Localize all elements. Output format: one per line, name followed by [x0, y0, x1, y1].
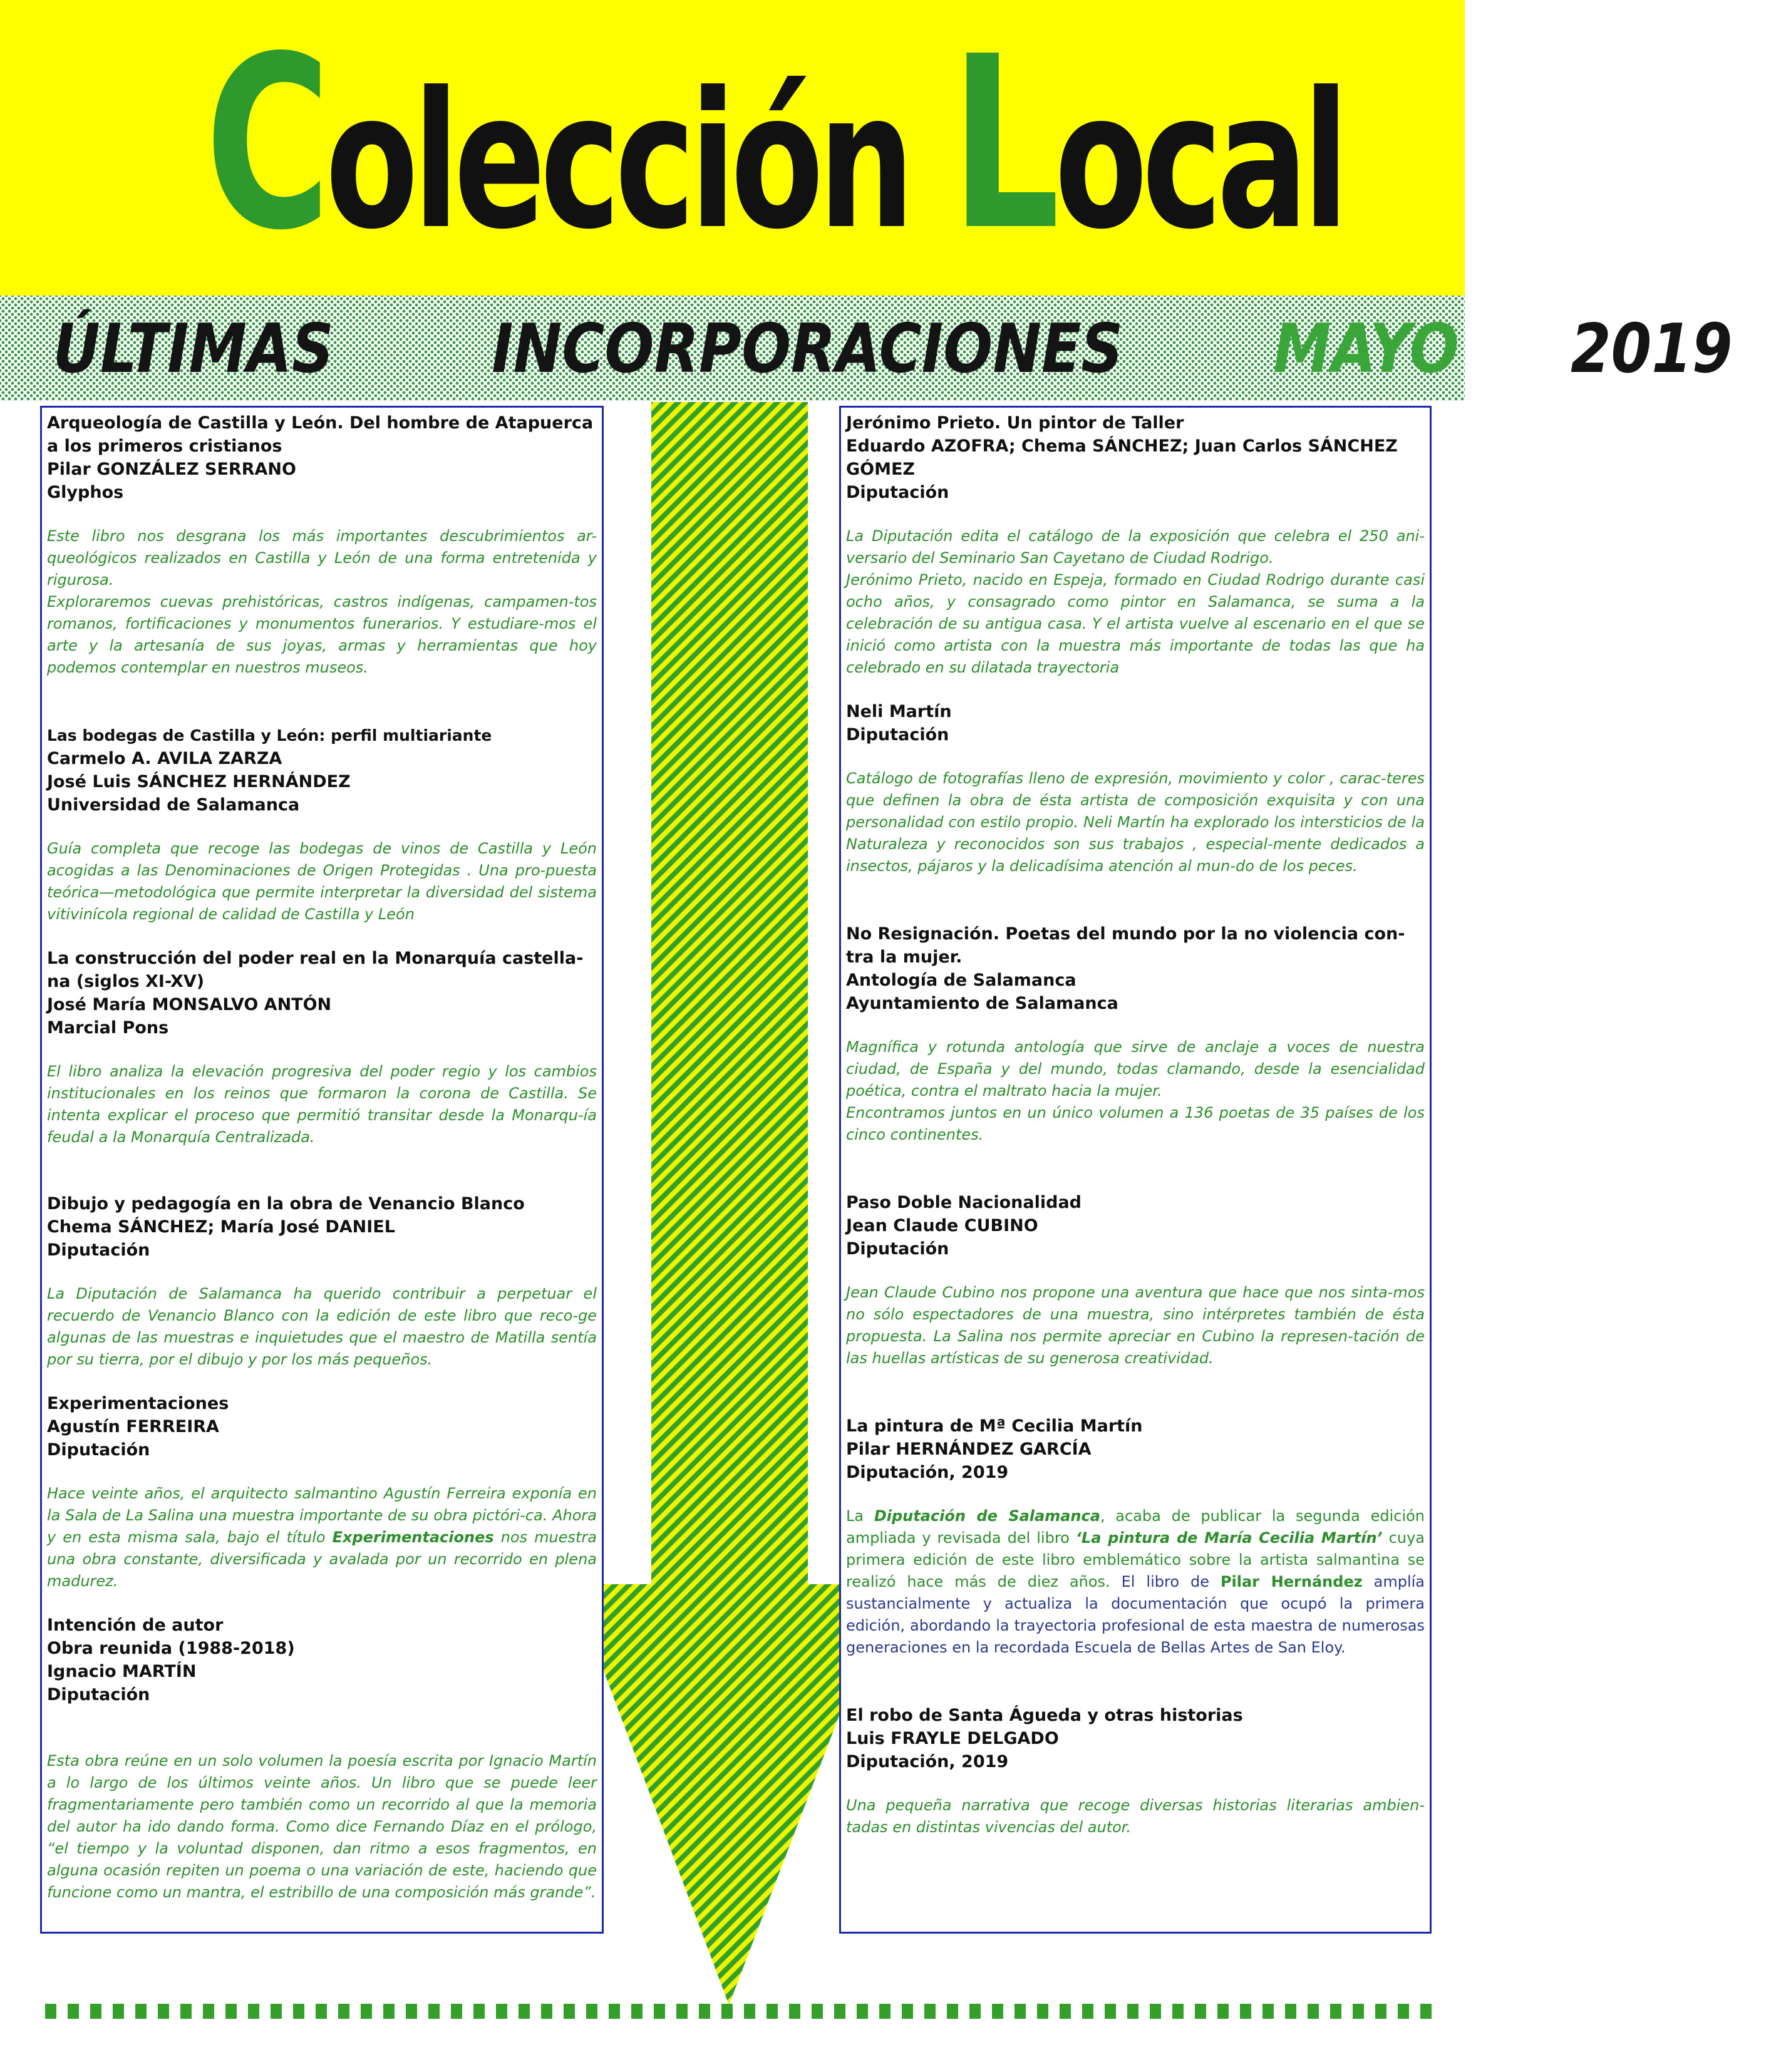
- book-description: El libro analiza la elevación progresiva del poder regio y los cambios institucionales en los reinos que formaron la corona de Castilla. Se intenta explicar el proceso que permitió transitar desde la Monarqu-ía feudal a la Monarquía Centralizada.: [47, 1063, 597, 1146]
- book-description: Catálogo de fotografías lleno de expresión, movimiento y color , carac-teres que definen la obra de ésta artista de composición exquisita y con una personalidad con estilo propio. Neli Martín ha explorado los intersticios de la Naturaleza y reconocidos son sus trabajos , especial-mente dedicados a insectos, pájaros y la delicadísima atención al mun-do de los peces.: [846, 770, 1425, 875]
- book-publisher: Diputación: [846, 725, 949, 745]
- description-paragraph: La Diputación edita el catálogo de la exposición que celebra el 250 ani-versario del Seminario San Cayetano de Ciudad Rodrigo.: [846, 527, 1425, 567]
- book-description: Esta obra reúne en un solo volumen la poesía escrita por Ignacio Martín a lo largo de los últimos veinte años. Un libro que se puede leer fragmentariamente pero también como un recorrido al que la memoria del autor ha ido dando forma. Como dice Fernando Díaz en el prólogo, “el tiempo y la voluntad disponen, dan ritmo a esos fragmentos, en alguna ocasión repiten un poema o una variación de este, haciendo que funcione como un mantra, el estribillo de una composición más grande”.: [47, 1752, 597, 1901]
- book-author: Chema SÁNCHEZ; María José DANIEL: [47, 1217, 395, 1237]
- book-author: Agustín FERREIRA: [47, 1417, 219, 1436]
- description-text: , acaba de publicar la segunda edición ampliada y revisada del libro: [846, 1507, 1425, 1547]
- book-title: La pintura de Mª Cecilia Martín: [846, 1416, 1143, 1436]
- description-paragraph: Exploraremos cuevas prehistóricas, castros indígenas, campamen-tos romanos, fortificaciones y monumentos funerarios. Y estudiare-mos el arte y la artesanía de sus joyas, armas y herramientas que hoy podemos contemplar en nuestros museos.: [47, 593, 597, 676]
- book-author: Luis FRAYLE DELGADO: [846, 1729, 1059, 1748]
- book-publisher: Diputación: [47, 1685, 150, 1704]
- book-title: Dibujo y pedagogía en la obra de Venancio Blanco: [47, 1194, 525, 1214]
- book-publisher: Universidad de Salamanca: [47, 795, 300, 815]
- book-publisher: Diputación, 2019: [846, 1463, 1009, 1482]
- subtitle-word-1: ÚLTIMAS: [53, 310, 334, 388]
- book-publisher: Ayuntamiento de Salamanca: [846, 994, 1118, 1013]
- book-subtitle: Antología de Salamanca: [846, 971, 1076, 990]
- subtitle-year: 2019: [1571, 310, 1733, 388]
- title-initial-l: L: [951, 5, 1055, 282]
- book-title: Arqueología de Castilla y León. Del hombre de Atapuerca a los primeros cristianos: [47, 413, 594, 456]
- description-text: amplía sustancialmente y actualiza la documentación que ocupó la primera edición, abordando la trayectoria profesional de esta maestra de numerosas generaciones en la recordada Escuela de Bellas Artes de San Eloy.: [846, 1573, 1425, 1656]
- description-text: El libro de: [1121, 1573, 1221, 1590]
- title-part-2: ocal: [1054, 52, 1344, 271]
- book-author: Neli Martín: [846, 702, 952, 721]
- book-publisher: Diputación: [47, 1240, 150, 1260]
- book-description: Guía completa que recoge las bodegas de vinos de Castilla y León acogidas a las Denominaciones de Origen Protegidas . Una pro-puesta teórica—metodológica que permite interpretar la diversidad del sistema vitivinícola regional de calidad de Castilla y León: [47, 840, 597, 923]
- book-title: No Resignación. Poetas del mundo por la no violencia con-tra la mujer.: [846, 924, 1405, 967]
- book-title: Experimentaciones: [47, 1394, 229, 1413]
- book-publisher: Marcial Pons: [47, 1018, 169, 1038]
- book-description: Jean Claude Cubino nos propone una aventura que hace que nos sinta-mos no sólo espectadores de una muestra, sino intérpretes también de ésta propuesta. La Salina nos permite apreciar en Cubino la represen-tación de las huellas artísticas de su generosa creatividad.: [846, 1284, 1425, 1367]
- book-description: Una pequeña narrativa que recoge diversas historias literarias ambien-tadas en distintas vivencias del autor.: [846, 1796, 1425, 1836]
- description-text: nos muestra una obra constante, diversificada y avalada por un recorrido en plena madurez.: [47, 1528, 597, 1590]
- book-title: Paso Doble Nacionalidad: [846, 1193, 1082, 1212]
- description-paragraph: Magnífica y rotunda antología que sirve de anclaje a voces de nuestra ciudad, de España y del mundo, todas clamando, desde la esencialidad poética, contra el maltrato hacia la mujer.: [846, 1038, 1425, 1100]
- description-highlight: Diputación de Salamanca: [874, 1507, 1100, 1525]
- book-publisher: Diputación: [846, 1239, 949, 1259]
- subtitle-word-2: INCORPORACIONES: [492, 310, 1123, 388]
- book-author: Eduardo AZOFRA; Chema SÁNCHEZ; Juan Carlos SÁNCHEZ GÓMEZ: [846, 436, 1398, 479]
- book-publisher: Diputación, 2019: [846, 1752, 1009, 1771]
- description-text: La: [846, 1507, 874, 1525]
- book-description: La Diputación de Salamanca ha querido contribuir a perpetuar el recuerdo de Venancio Blanco con la edición de este libro que reco-ge algunas de las muestras e inquietudes que el maestro de Matilla sentía por su tierra, por el dibujo y por los más pequeños.: [47, 1285, 597, 1368]
- description-text: Hace veinte años, el arquitecto salmantino Agustín Ferreira exponía en la Sala de La Salina una muestra importante de su obra pictóri-ca. Ahora y en esta misma sala, bajo el título: [47, 1485, 597, 1546]
- title-part-1: olección: [325, 52, 951, 271]
- book-publisher: Diputación: [47, 1440, 150, 1460]
- book-title: Intención de autor: [47, 1616, 224, 1635]
- book-author: Jean Claude CUBINO: [846, 1216, 1038, 1235]
- book-author: José María MONSALVO ANTÓN: [47, 995, 332, 1014]
- book-author: Pilar GONZÁLEZ SERRANO: [47, 460, 296, 479]
- description-highlight: Experimentaciones: [332, 1528, 494, 1546]
- book-title: Jerónimo Prieto. Un pintor de Taller: [846, 413, 1184, 433]
- book-subtitle: Obra reunida (1988-2018): [47, 1639, 295, 1658]
- book-author: José Luis SÁNCHEZ HERNÁNDEZ: [47, 772, 351, 791]
- description-highlight: ‘La pintura de María Cecilia Martín’: [1075, 1529, 1383, 1547]
- book-author: Pilar HERNÁNDEZ GARCÍA: [846, 1440, 1092, 1459]
- book-title: La construcción del poder real en la Monarquía castella-na (siglos XI-XV): [47, 949, 584, 991]
- description-paragraph: Jerónimo Prieto, nacido en Espeja, formado en Ciudad Rodrigo durante casi ocho años, y consagrado como pintor en Salamanca, se suma a la celebración de su antigua casa. Y el artista vuelve al escenario en el que se inició como artista con la muestra más importante de todas las que ha celebrado en su dilatada trayectoria: [846, 571, 1425, 676]
- book-title: El robo de Santa Águeda y otras historias: [846, 1706, 1243, 1725]
- book-publisher: Glyphos: [47, 483, 124, 502]
- book-publisher: Diputación: [846, 483, 949, 502]
- description-highlight: Pilar Hernández: [1220, 1573, 1363, 1590]
- description-text: cuya primera edición de este libro emblemático sobre la artista salmantina se realizó hace más de diez años.: [846, 1529, 1425, 1590]
- subtitle-month: MAYO: [1273, 310, 1459, 388]
- description-paragraph: Este libro nos desgrana los más importantes descubrimientos ar-queológicos realizados en Castilla y León de una forma entretenida y rigurosa.: [47, 527, 597, 589]
- description-paragraph: Encontramos juntos en un único volumen a 136 poetas de 35 países de los cinco continentes.: [846, 1104, 1425, 1143]
- book-author: Ignacio MARTÍN: [47, 1662, 197, 1681]
- book-author: Carmelo A. AVILA ZARZA: [47, 749, 282, 768]
- book-title: Las bodegas de Castilla y León: perfil multiariante: [47, 726, 492, 745]
- title-initial-c: C: [205, 5, 326, 282]
